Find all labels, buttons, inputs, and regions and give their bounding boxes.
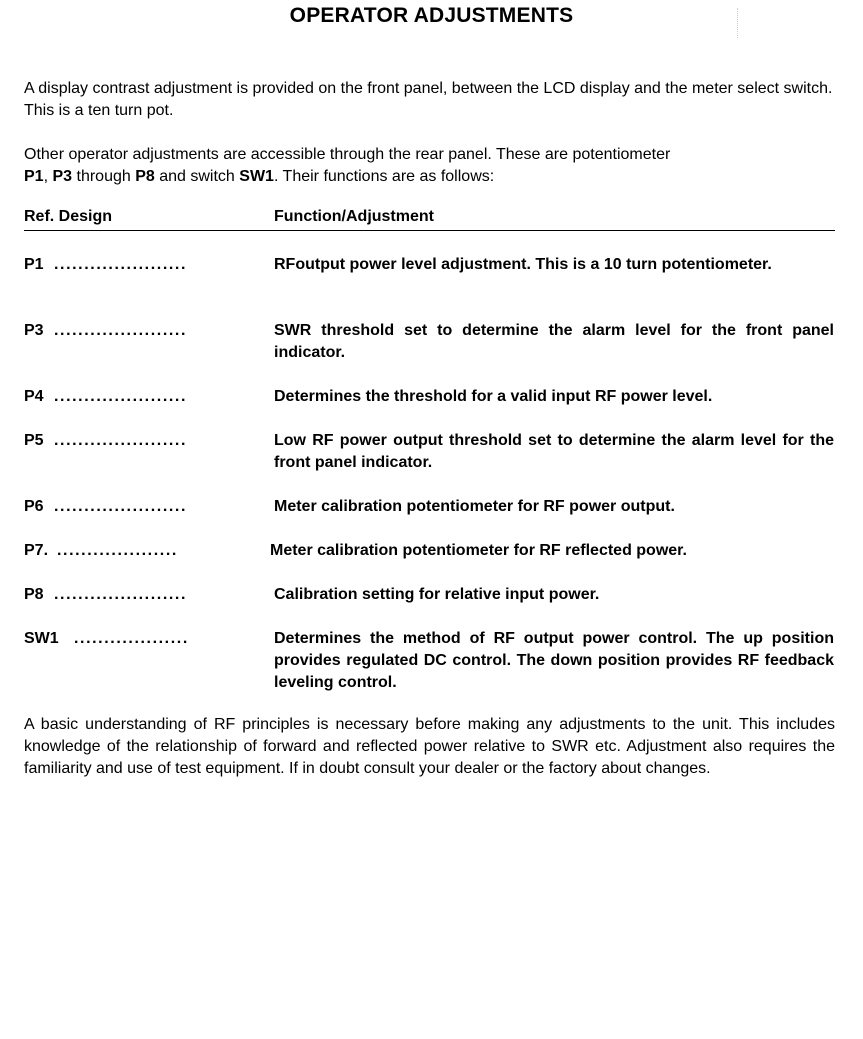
row-ref: SW1: [24, 630, 59, 647]
header-ref-design: Ref. Design: [24, 208, 113, 225]
row-ref: P1: [24, 256, 44, 273]
row-description: SWR threshold set to determine the alarm level for the front panel indicator.: [274, 322, 834, 361]
intro-paragraph-rear-panel: [24, 144, 839, 188]
row-description: Calibration setting for relative input power.: [274, 586, 600, 603]
table-row-p8: [24, 584, 839, 606]
closing-paragraph: A basic understanding of RF principles is necessary before making any adjustments to the unit. This includes knowledge of the relationship of forward and reflected power relative to SWR etc. Adjustment also requires the familiarity and use of test equipment. If in doubt consult your dealer or the factory about changes.: [24, 716, 835, 777]
row-ref: P3: [24, 322, 44, 339]
row-description: Meter calibration potentiometer for RF reflected power.: [270, 542, 687, 559]
intro-text-b: ,: [43, 168, 53, 185]
intro-ref-sw1: SW1: [239, 168, 274, 185]
table-row-p7: [24, 540, 839, 562]
row-ref: P7.: [24, 542, 49, 559]
row-leader-dots: ......................: [54, 432, 187, 449]
row-leader-dots: ......................: [54, 498, 187, 515]
table-row-p4: [24, 386, 839, 408]
row-description: Low RF power output threshold set to determine the alarm level for the front panel indicator.: [274, 432, 834, 471]
intro-text-e: . Their functions are as follows:: [273, 168, 495, 185]
table-row-p3: [24, 320, 839, 364]
table-row-p5: [24, 430, 839, 474]
row-leader-dots: ......................: [54, 256, 187, 273]
row-leader-dots: ...................: [74, 630, 189, 647]
row-description: Determines the method of RF output power control. The up position provides regulated DC control. The down position provides RF feedback leveling control.: [274, 630, 834, 691]
row-ref: P4: [24, 388, 44, 405]
intro-text-c: through: [72, 168, 136, 185]
row-description: RFoutput power level adjustment. This is a 10 turn potentiometer.: [274, 256, 772, 273]
intro-text-d: and switch: [154, 168, 240, 185]
row-leader-dots: ....................: [57, 542, 178, 559]
intro-paragraph-contrast: A display contrast adjustment is provided on the front panel, between the LCD display and the meter select switch. This is a ten turn pot.: [24, 80, 833, 119]
row-ref: P5: [24, 432, 44, 449]
row-ref: P8: [24, 586, 44, 603]
row-ref: P6: [24, 498, 44, 515]
intro-ref-p3: P3: [52, 168, 73, 185]
row-leader-dots: ......................: [54, 586, 187, 603]
row-description: Meter calibration potentiometer for RF power output.: [274, 498, 675, 515]
table-row-p6: [24, 496, 839, 518]
intro-ref-p8: P8: [135, 168, 155, 185]
intro-text-a: Other operator adjustments are accessible through the rear panel. These are potentiometer: [24, 146, 671, 163]
row-leader-dots: ......................: [54, 388, 187, 405]
intro-ref-p1: P1: [24, 168, 44, 185]
table-row-sw1: [24, 628, 839, 694]
page-title: OPERATOR ADJUSTMENTS: [289, 4, 574, 27]
row-leader-dots: ......................: [54, 322, 187, 339]
table-row-p1: [24, 254, 839, 298]
header-function-adjustment: Function/Adjustment: [274, 208, 434, 225]
row-description: Determines the threshold for a valid input RF power level.: [274, 388, 713, 405]
table-header: [24, 208, 835, 231]
